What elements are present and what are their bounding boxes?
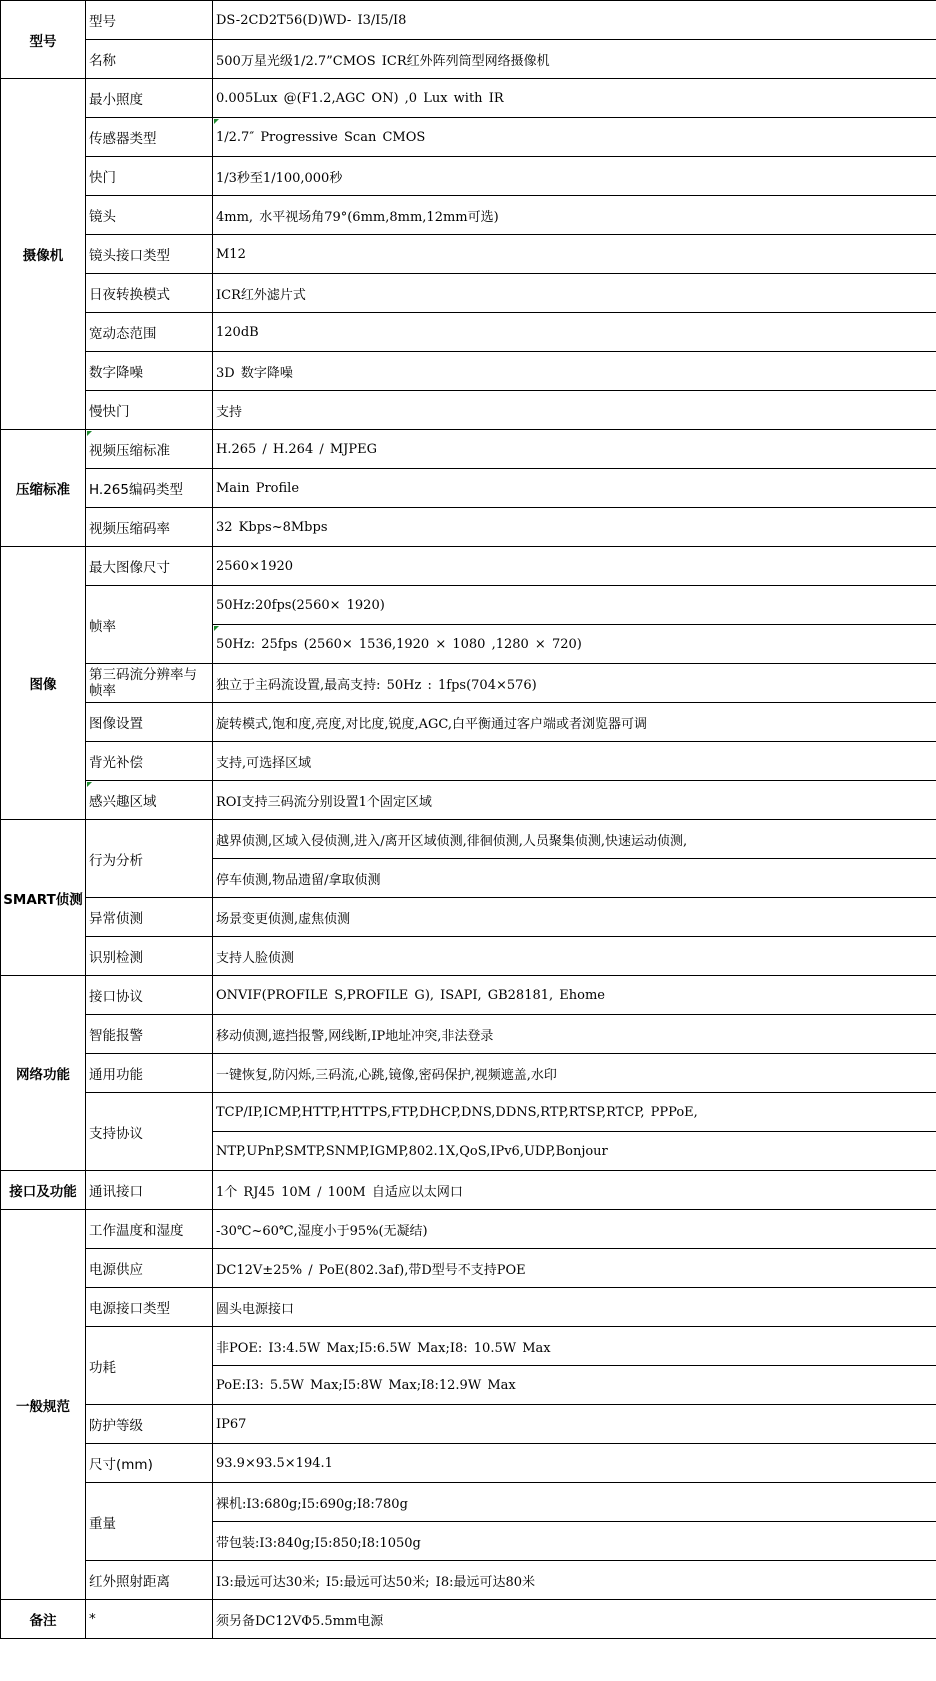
corner-mark <box>214 119 219 124</box>
spec-label: 接口协议 <box>86 976 213 1015</box>
spec-value: 移动侦测,遮挡报警,网线断,IP地址冲突,非法登录 <box>213 1015 936 1054</box>
category-cell: 网络功能 <box>1 976 86 1171</box>
table-row <box>1 664 936 703</box>
spec-label: 视频压缩码率 <box>86 508 213 547</box>
spec-value: 支持,可选择区域 <box>213 742 936 781</box>
spec-value: DC12V±25% / PoE(802.3af),带D型号不支持POE <box>213 1249 936 1288</box>
spec-label: 重量 <box>86 1483 213 1561</box>
table-row <box>1 313 936 352</box>
spec-label: 通讯接口 <box>86 1171 213 1210</box>
table-row <box>1 1483 936 1522</box>
spec-value: 旋转模式,饱和度,亮度,对比度,锐度,AGC,白平衡通过客户端或者浏览器可调 <box>213 703 936 742</box>
spec-value: 32 Kbps~8Mbps <box>213 508 936 547</box>
table-row <box>1 1288 936 1327</box>
spec-value: 支持 <box>213 391 936 430</box>
table-row <box>1 937 936 976</box>
spec-value: ICR红外滤片式 <box>213 274 936 313</box>
spec-label: 镜头 <box>86 196 213 235</box>
spec-value: I3:最远可达30米; I5:最远可达50米; I8:最远可达80米 <box>213 1561 936 1600</box>
table-row <box>1 1 936 40</box>
spec-label: 功耗 <box>86 1327 213 1405</box>
spec-label: 防护等级 <box>86 1405 213 1444</box>
spec-value: 独立于主码流设置,最高支持: 50Hz : 1fps(704×576) <box>213 664 936 703</box>
spec-value: Main Profile <box>213 469 936 508</box>
spec-value: NTP,UPnP,SMTP,SNMP,IGMP,802.1X,QoS,IPv6,UDP,Bonjour <box>213 1132 936 1171</box>
spec-value: 93.9×93.5×194.1 <box>213 1444 936 1483</box>
spec-label: 日夜转换模式 <box>86 274 213 313</box>
spec-label: 电源接口类型 <box>86 1288 213 1327</box>
spec-value: PoE:I3: 5.5W Max;I5:8W Max;I8:12.9W Max <box>213 1366 936 1405</box>
category-cell: 摄像机 <box>1 79 86 430</box>
table-row <box>1 118 936 157</box>
table-row <box>1 586 936 625</box>
table-row <box>1 1561 936 1600</box>
category-cell: 型号 <box>1 1 86 79</box>
spec-value: 停车侦测,物品遗留/拿取侦测 <box>213 859 936 898</box>
table-row <box>1 469 936 508</box>
spec-value: 50Hz:20fps(2560× 1920) <box>213 586 936 625</box>
table-row <box>1 1171 936 1210</box>
spec-label: 宽动态范围 <box>86 313 213 352</box>
table-row <box>1 1600 936 1639</box>
spec-value: 3D 数字降噪 <box>213 352 936 391</box>
category-cell: 压缩标准 <box>1 430 86 547</box>
spec-value: 1/2.7″ Progressive Scan CMOS <box>213 118 936 157</box>
spec-value: 50Hz: 25fps (2560× 1536,1920 × 1080 ,1280 × 720) <box>213 625 936 664</box>
spec-label: 红外照射距离 <box>86 1561 213 1600</box>
spec-value: 支持人脸侦测 <box>213 937 936 976</box>
spec-value: ROI支持三码流分别设置1个固定区域 <box>213 781 936 820</box>
table-row <box>1 1444 936 1483</box>
category-cell: SMART侦测 <box>1 820 86 976</box>
spec-value: 500万星光级1/2.7”CMOS ICR红外阵列筒型网络摄像机 <box>213 40 936 79</box>
spec-label: * <box>86 1600 213 1639</box>
spec-label: 图像设置 <box>86 703 213 742</box>
table-row <box>1 352 936 391</box>
corner-mark <box>214 626 219 631</box>
spec-value: ONVIF(PROFILE S,PROFILE G), ISAPI, GB28181, Ehome <box>213 976 936 1015</box>
category-cell: 接口及功能 <box>1 1171 86 1210</box>
table-row <box>1 898 936 937</box>
spec-value: 1个 RJ45 10M / 100M 自适应以太网口 <box>213 1171 936 1210</box>
spec-label: 快门 <box>86 157 213 196</box>
table-row <box>1 235 936 274</box>
category-cell: 备注 <box>1 1600 86 1639</box>
spec-label: 镜头接口类型 <box>86 235 213 274</box>
table-row <box>1 742 936 781</box>
spec-value: 一键恢复,防闪烁,三码流,心跳,镜像,密码保护,视频遮盖,水印 <box>213 1054 936 1093</box>
table-row <box>1 274 936 313</box>
spec-value: 裸机:I3:680g;I5:690g;I8:780g <box>213 1483 936 1522</box>
spec-label: 电源供应 <box>86 1249 213 1288</box>
table-row <box>1 40 936 79</box>
spec-value: 圆头电源接口 <box>213 1288 936 1327</box>
spec-value: H.265 / H.264 / MJPEG <box>213 430 936 469</box>
spec-value: 越界侦测,区域入侵侦测,进入/离开区域侦测,徘徊侦测,人员聚集侦测,快速运动侦测, <box>213 820 936 859</box>
spec-label: H.265编码类型 <box>86 469 213 508</box>
spec-label: 尺寸(mm) <box>86 1444 213 1483</box>
table-row <box>1 508 936 547</box>
spec-value: 须另备DC12VΦ5.5mm电源 <box>213 1600 936 1639</box>
table-row <box>1 820 936 859</box>
table-row <box>1 1015 936 1054</box>
spec-value: 2560×1920 <box>213 547 936 586</box>
spec-label: 名称 <box>86 40 213 79</box>
category-cell: 一般规范 <box>1 1210 86 1600</box>
spec-label: 感兴趣区域 <box>86 781 213 820</box>
spec-label: 数字降噪 <box>86 352 213 391</box>
table-row <box>1 391 936 430</box>
spec-value: IP67 <box>213 1405 936 1444</box>
spec-value: 非POE: I3:4.5W Max;I5:6.5W Max;I8: 10.5W Max <box>213 1327 936 1366</box>
category-cell: 图像 <box>1 547 86 820</box>
table-row <box>1 703 936 742</box>
spec-label: 传感器类型 <box>86 118 213 157</box>
table-row <box>1 1405 936 1444</box>
corner-mark <box>87 431 92 436</box>
spec-value: 场景变更侦测,虚焦侦测 <box>213 898 936 937</box>
spec-label: 背光补偿 <box>86 742 213 781</box>
table-row <box>1 1054 936 1093</box>
spec-value: 4mm, 水平视场角79°(6mm,8mm,12mm可选) <box>213 196 936 235</box>
spec-label: 异常侦测 <box>86 898 213 937</box>
table-row <box>1 1210 936 1249</box>
table-row <box>1 157 936 196</box>
corner-mark <box>87 782 92 787</box>
table-row <box>1 1249 936 1288</box>
spec-label: 最大图像尺寸 <box>86 547 213 586</box>
spec-value: 0.005Lux @(F1.2,AGC ON) ,0 Lux with IR <box>213 79 936 118</box>
spec-label: 工作温度和湿度 <box>86 1210 213 1249</box>
spec-value: -30℃~60℃,湿度小于95%(无凝结) <box>213 1210 936 1249</box>
spec-label: 型号 <box>86 1 213 40</box>
table-row <box>1 976 936 1015</box>
spec-label: 最小照度 <box>86 79 213 118</box>
spec-label: 帧率 <box>86 586 213 664</box>
table-row <box>1 430 936 469</box>
table-row <box>1 196 936 235</box>
spec-value: 带包装:I3:840g;I5:850;I8:1050g <box>213 1522 936 1561</box>
spec-label: 视频压缩标准 <box>86 430 213 469</box>
spec-value: M12 <box>213 235 936 274</box>
spec-label: 通用功能 <box>86 1054 213 1093</box>
table-row <box>1 1093 936 1132</box>
spec-label: 慢快门 <box>86 391 213 430</box>
spec-label: 支持协议 <box>86 1093 213 1171</box>
spec-value: 120dB <box>213 313 936 352</box>
spec-value: 1/3秒至1/100,000秒 <box>213 157 936 196</box>
table-row <box>1 547 936 586</box>
spec-label: 识别检测 <box>86 937 213 976</box>
table-row <box>1 79 936 118</box>
spec-value: TCP/IP,ICMP,HTTP,HTTPS,FTP,DHCP,DNS,DDNS,RTP,RTSP,RTCP, PPPoE, <box>213 1093 936 1132</box>
spec-label: 第三码流分辨率与帧率 <box>86 664 213 703</box>
spec-label: 行为分析 <box>86 820 213 898</box>
table-row <box>1 781 936 820</box>
table-row <box>1 1327 936 1366</box>
spec-label: 智能报警 <box>86 1015 213 1054</box>
spec-value: DS-2CD2T56(D)WD- I3/I5/I8 <box>213 1 936 40</box>
